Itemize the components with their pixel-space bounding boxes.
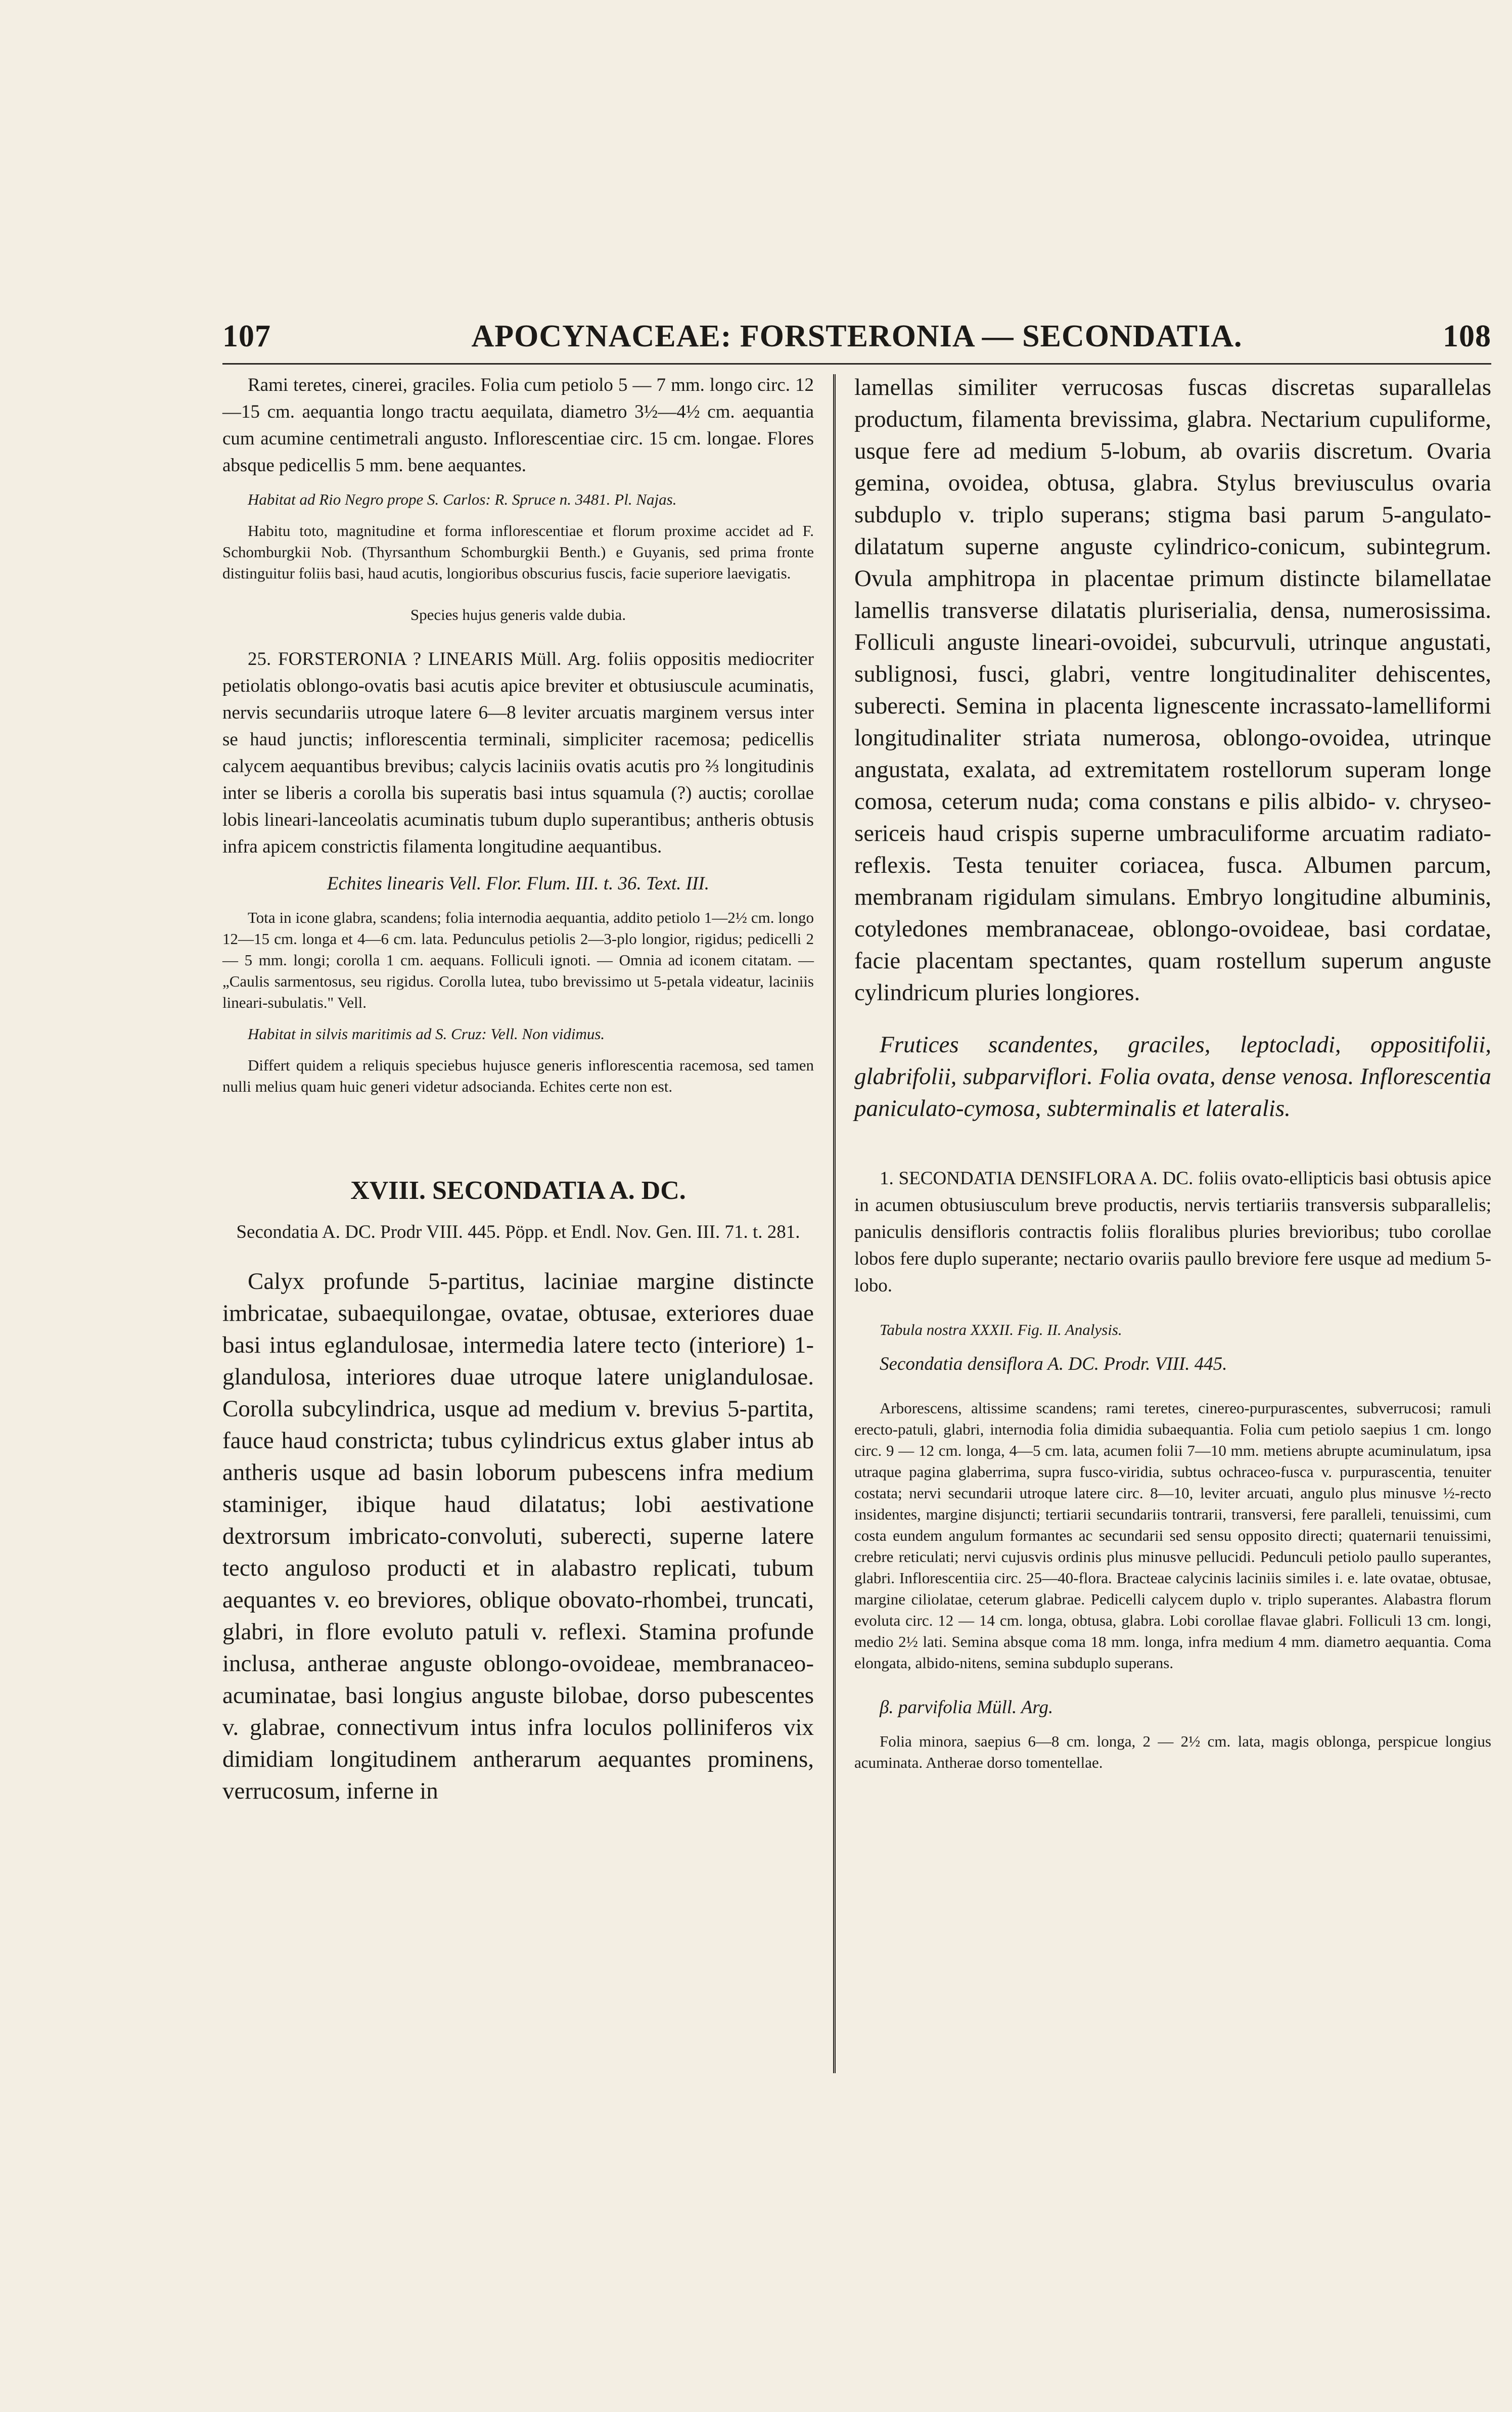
left-column [222,372,814,1807]
habitat-s-cruz: Habitat in silvis maritimis ad S. Cruz: Vell. Non vidimus. [248,1025,605,1043]
genus-description-cont: lamellas similiter verrucosas fuscas discretas suparallelas productum, filamenta brevissima, glabra. Nectarium cupuliforme, usque fere ad medium 5-lobum, ab ovariis discretum. Ovaria gemina, ovoidea, obtusa, glabra. Stylus breviusculus ovaria subduplo v. triplo superans; stigma basi parum 5-angulato-dilatatum superne anguste cylindrico-conicum, subintegrum. Ovula amphitropa in placentae primum distincte bilamellatae lamellis transverse dilatatis pluriserialia, densa, numerosissima. Folliculi anguste lineari-ovoidei, subcurvuli, utrinque angustati, sublignosi, fusci, glabri, ventre longitudinaliter dehiscentes, suberecti. Semina in placenta lignescente incrassato-lamelliformi longitudinaliter striata numerosa, oblongo-ovoidea, utrinque angustata, exalata, ad extremitatem rostellorum superam longe comosa, ceterum nuda; coma constans e pilis albido- v. chryseo-sericeis haud crispis superne umbraculiforme arcuatim radiato-reflexis. Testa tenuiter coriacea, fusca. Albumen parcum, membranam rigidulam simulans. Embryo longitudine albuminis, cotyledones membranaceae, oblongo-ovoideae, basi cordatae, facie placentam spectantes, quam rostellum superum anguste cylindricum pluries longiores. [854,374,1491,1006]
detailed-description: Arborescens, altissime scandens; rami teretes, cinereo-purpurascentes, subverrucosi; ramuli erecto-patuli, glabri, internodia folia dimidia subaequantia. Folia cum petiolo saepius 1 cm. longo circ. 9 — 12 cm. longa, 4—5 cm. lata, acumen folii 7—10 mm. metiens abrupte acuminulatum, ipsa utraque pagina glaberrima, supra fusco-viridia, subtus ochraceo-fusca v. purpurascentia, tenuiter costata; nervi secundarii utroque latere circ. 8—10, leviter arcuati, angulo plus minusve ½-recto insidentes, margine disjuncti; tertiarii secundariis tontrarii, transversi, fere paralleli, tenuissimi, cum costa eundem angulum formantes ac secundarii sed sensu opposito directi; quaternarii tenuissimi, crebre reticulati; nervi cujusvis ordinis plus minusve pellucidi. Pedunculi petiolo paullo superantes, glabri. Inflorescentiia circ. 25—40-flora. Bracteae calycinis laciniis similes i. e. late ovatae, obtusae, margine ciliolatae, ceterum glabrae. Pedicelli calycem duplo v. triplo superantes. Alabastra florum evoluta circ. 12 — 14 cm. longa, obtusa, glabra. Lobi corollae flavae glabri. Folliculi 13 cm. longi, medio 2½ lati. Semina absque coma 18 mm. longa, infra medium 4 mm. diametro aequantia. Coma elongata, albido-nitens, semina subduplo superans. [854,1399,1491,1672]
habitat-rio-negro: Habitat ad Rio Negro prope S. Carlos: R. Spruce n. 3481. Pl. Najas. [248,490,677,508]
note-differt: Differt quidem a reliquis speciebus hujusce generis inflorescentia racemosa, sed tamen nulli melius quam huic generi videtur adsocianda. Echites certe non est. [222,1056,814,1095]
page-header [222,319,1491,359]
genus-description: Calyx profunde 5-partitus, laciniae margine distincte imbricatae, subaequilongae, ovatae, obtusae, exteriores duae basi intus eglandulosae, intermedia latere tecto (interiore) 1-glandulosa, interiores duae utroque latere uniglandulosae. Corolla subcylindrica, usque ad medium v. brevius 5-partita, fauce haud constricta; tubus cylindricus extus glaber intus ab antheris usque ad basin loborum pubescens infra medium staminiger, ibique haud dilatatus; lobi aestivatione dextrorsum imbricato-convoluti, suberecti, superne latere tecto anguloso producti et in alabastro replicati, tubum aequantes v. eo breviores, oblique obovato-rhombei, truncati, glabri, in flore evoluto patuli v. reflexi. Stamina profunde inclusa, antherae anguste oblongo-ovoideae, membranaceo-acuminatae, basi longius anguste bilobae, dorso pubescentes v. glabrae, connectivum intus infra loculos polliniferos vix dimidiam longitudinem antherarum aequantes prominens, verrucosum, inferne in [222,1268,814,1804]
column-divider [833,374,836,2073]
paragraph-rami: Rami teretes, cinerei, graciles. Folia cum petiolo 5 — 7 mm. longo circ. 12—15 cm. aequantia longo tractu aequilata, diametro 3½—4½ cm. aequantia cum acumine centimetrali angusto. Inflorescentiae circ. 15 cm. longae. Flores absque pedicellis 5 mm. bene aequantes. [222,375,814,476]
synonym-secondatia: Secondatia densiflora A. DC. Prodr. VIII. 445. [880,1354,1227,1374]
species-dubia: Species hujus generis valde dubia. [410,606,626,623]
page-number-right: 108 [1443,319,1491,353]
species-25-description: 25. FORSTERONIA ? LINEARIS Müll. Arg. foliis oppositis mediocriter petiolatis oblongo-ovatis basi acutis apice breviter et obtusiuscule acuminatis, nervis secundariis utroque latere 6—8 leviter arcuatis marginem versus inter se haud junctis; inflorescentia terminali, simpliciter racemosa; pedicellis calycem aequantibus brevibus; calycis laciniis ovatis acutis pro ⅔ longitudinis inter se liberis a corolla bis superatis basi intus squamula (?) auctis; corollae lobis lineari-lanceolatis acuminatis tubum duplo superantibus; antheris obtusis infra apicem constrictis filamenta longitudine aequantibus. [222,649,814,857]
habit-summary: Frutices scandentes, graciles, leptocladi, oppositifolii, glabrifolii, subparviflori. Folia ovata, dense venosa. Inflorescentia paniculato-cymosa, subterminalis et lateralis. [854,1032,1491,1122]
note-icone: Tota in icone glabra, scandens; folia internodia aequantia, addito petiolo 1—2½ cm. longo 12—15 cm. longa et 4—6 cm. lata. Pedunculus petiolis 2—3-plo longior, rigidus; pedicelli 2 — 5 mm. longi; corolla 1 cm. aequans. Folliculi ignoti. — Omnia ad iconem citatam. — „Caulis sarmentosus, seu rigidus. Corolla lutea, tubo brevissimo ut 5-petala videatur, laciniis lineari-subulatis." Vell. [222,909,814,1011]
genus-reference: Secondatia A. DC. Prodr VIII. 445. Pöpp. et Endl. Nov. Gen. III. 71. t. 281. [236,1222,800,1242]
plate-reference: Tabula nostra XXXII. Fig. II. Analysis. [880,1321,1122,1338]
section-title-secondatia: XVIII. SECONDATIA A. DC. [350,1176,686,1205]
variety-description: Folia minora, saepius 6—8 cm. longa, 2 — 2½ cm. lata, magis oblonga, perspicue longius acuminata. Antherae dorso tomentellae. [854,1732,1491,1771]
running-title: APOCYNACEAE: FORSTERONIA — SECONDATIA. [471,319,1243,353]
page-number-left: 107 [222,319,271,353]
right-column [854,372,1491,1773]
species-1-description: 1. SECONDATIA DENSIFLORA A. DC. foliis ovato-ellipticis basi obtusis apice in acumen obtusiusculum breve productis, nervis tertiariis transversis subparallelis; paniculis densifloris contractis foliis floralibus pluries brevioribus; tubo corollae lobos fere duplo superante; nectario ovariis paullo breviore fere usque ad medium 5-lobo. [854,1168,1491,1296]
header-rule [222,363,1491,365]
note-habitu: Habitu toto, magnitudine et forma inflorescentiae et florum proxime accidet ad F. Schomburgkii Nob. (Thyrsanthum Schomburgkii Benth.) e Guyanis, sed prima fronte distinguitur foliis basi, haud acutis, longioribus obscurius fuscis, facie superiore laevigatis. [222,522,814,582]
synonym-echites: Echites linearis Vell. Flor. Flum. III. t. 36. Text. III. [327,873,709,894]
variety-parvifolia: β. parvifolia Müll. Arg. [880,1697,1053,1718]
